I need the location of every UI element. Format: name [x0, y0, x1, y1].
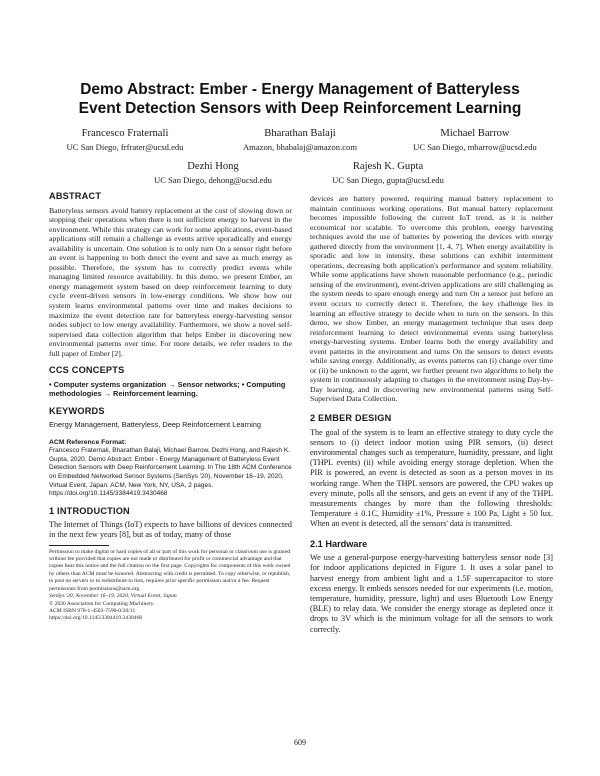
author-name: Bharathan Balaji — [264, 128, 336, 139]
author-5 — [303, 161, 473, 186]
introduction-heading: 1 INTRODUCTION — [49, 505, 130, 516]
title-line-1: Demo Abstract: Ember - Energy Management of Batteryless — [80, 81, 520, 98]
hardware-heading: 2.1 Hardware — [310, 538, 368, 549]
author-affiliation: UC San Diego, frfrater@ucsd.edu — [66, 141, 184, 152]
author-name: Francesco Fraternali — [81, 128, 169, 139]
copyright-line: © 2020 Association for Computing Machinery. — [49, 600, 155, 607]
author-3 — [390, 128, 560, 153]
author-affiliation: UC San Diego, dehong@ucsd.edu — [154, 174, 272, 185]
keywords-text: Energy Management, Batteryless, Deep Reinforcement Learning — [49, 420, 261, 430]
hardware-text: We use a general-purpose energy-harvesting batteryless sensor node [3] for indoor applications depicted in Figure 1. It uses a solar panel to harvest energy from ambient light and a 1.5F supercapacitor to store excess energy. It embeds sensors needed for our experiments (i.e. motion, temperature, humidity, pressure, light) and uses Bluetooth Low Energy (BLE) to relay data. We consider the energy storage as depleted once it drops to 3V which is the minimum voltage for all the sensors to work correctly. — [310, 553, 553, 634]
author-name: Rajesh K. Gupta — [352, 161, 424, 172]
paper-title — [40, 80, 560, 118]
conference-line: SenSys '20, November 16–19, 2020, Virtual Event, Japan — [49, 593, 177, 600]
acm-reference-heading: ACM Reference Format: — [49, 438, 127, 446]
ccs-heading: CCS CONCEPTS — [49, 365, 125, 376]
right-column — [310, 194, 553, 635]
title-line-2: Event Detection Sensors with Deep Reinforcement Learning — [78, 100, 522, 117]
ember-design-heading: 2 EMBER DESIGN — [310, 413, 392, 424]
author-affiliation: UC San Diego, mbarrow@ucsd.edu — [413, 141, 537, 152]
intro-continued-text: devices are battery powered, requiring manual battery replacement to maintain continuous working operations. But manual battery replacement becomes impossible following the current IoT trend, as it is neither economical nor scalable. To overcome this problem, energy harvesting techniques avoid the use of batteries by powering the devices with energy gathered directly from the environment [1, 4, 7]. When energy availability is sporadic and low in intensity, these solutions can exhibit intermittent operations, decreasing both application's performance and system reliability. While some applications have shown reasonable performance (e.g., periodic sensing of the environment), event-driven applications are still challenging as the system needs to spare enough energy and turn On a sensor just before an event occurs to correctly detect it. Therefore, the key challenge lies in learning an effective strategy to decide when to turn on the sensors. In this demo, we show Ember, an energy management technique that uses deep reinforcement learning to detect environmental events using batteryless energy-harvesting systems. Ember learns both the energy availability and event patterns in the environment and turns On the sensors to detect events while saving energy. Additionally, as events patterns can (i) change over time or (ii) be unknown to the agent, we further present two algorithms to help the system in continuously adapting to changes in the environment using Day-by-Day learning, and in discovering new environmental patterns using Self-Supervised Data Collection. — [310, 194, 553, 404]
keywords-heading: KEYWORDS — [49, 405, 105, 416]
ccs-text: • Computer systems organization → Sensor networks; • Computing methodologies → Reinforcement learning. — [49, 379, 286, 399]
author-2 — [215, 128, 385, 153]
ember-design-text: The goal of the system is to learn an effective strategy to duty cycle the sensors to (i) detect indoor motion using PIR sensors, (ii) detect environmental changes such as temperature, humidity, pressure, and light (THPL events) (ii) while avoiding energy storage depletion. When the PIR is powered, an event is detected as soon as a person moves in its working range. When the THPL sensors are powered, the CPU wakes up every minute, polls all the sensors, and gets an event if any of the THPL measurements changes by more than the following thresholds: Temperature ± 0.1C, Humidity ±1%, Pressure ± 100 Pa, Light ± 50 lux. When an event is detected, all the sensors' data is transmitted. — [310, 427, 553, 529]
isbn-line: ACM ISBN 978-1-4503-7590-0/20/11. — [49, 607, 137, 614]
author-name: Dezhi Hong — [187, 161, 239, 172]
page-number: 609 — [294, 738, 306, 747]
left-column — [49, 192, 292, 623]
abstract-text: Batteryless sensors avoid battery replacement at the cost of slowing down or stopping their operations when there is not sufficient energy to harvest in the environment. While this strategy can work for some applications, event-based applications still remain a challenge as events arrive sporadically and energy availability is uncertain. One solution is to only turn On a sensor right before an event is happening to both detect the event and save as much energy as possible. Therefore, the system has to correctly predict events while managing limited resource availability. In this demo, we present Ember, an energy management system based on deep reinforcement learning to duty cycle event-driven sensors in low-energy conditions. We show how our system learns environmental patterns over time and makes decisions to maximize the event detection rate for batteryless energy-harvesting sensor nodes subject to low energy availability. Furthermore, we show a novel self-supervised data collection algorithm that helps Ember in discovering new environmental patterns over time. For more details, we refer readers to the full paper of Ember [2]. — [49, 205, 292, 358]
author-block — [40, 128, 560, 188]
author-name: Michael Barrow — [440, 128, 510, 139]
footnote-rule — [49, 545, 109, 546]
introduction-text: The Internet of Things (IoT) expects to have billions of devices connected in the next few years [8], but as of today, many of those — [49, 520, 292, 540]
acm-reference-text: Francesco Fraternali, Bharathan Balaji, Michael Barrow, Dezhi Hong, and Rajesh K. Gupta. 2020. Demo Abstract: Ember - Energy Management of Batteryless Event Detection Sensors with Deep Reinforcement Learning. In The 18th ACM Conference on Embedded Networked Sensor Systems (SenSys '20), November 16–19, 2020, Virtual Event, Japan. ACM, New York, NY, USA, 2 pages. https://doi.org/10.1145/3384419.3430468 — [49, 447, 292, 498]
doi-line: https://doi.org/10.1145/3384419.3430468 — [49, 615, 143, 622]
author-affiliation: UC San Diego, gupta@ucsd.edu — [332, 174, 444, 185]
permission-notice: Permission to make digital or hard copies of all or part of this work for personal or classroom use is granted without fee provided that copies are not made or distributed for profit or commercial advantage and that copies bear this notice and the full citation on the first page. Copyrights for components of this work owned by others than ACM must be honored. Abstracting with credit is permitted. To copy otherwise, or republish, to post on servers or to redistribute to lists, requires prior specific permission and/or a fee. Request permissions from permissions@acm.org. — [49, 548, 291, 592]
author-affiliation: Amazon, bhabalaj@amazon.com — [242, 141, 358, 152]
author-1 — [40, 128, 210, 153]
abstract-heading: ABSTRACT — [49, 191, 102, 201]
author-4 — [128, 161, 298, 186]
